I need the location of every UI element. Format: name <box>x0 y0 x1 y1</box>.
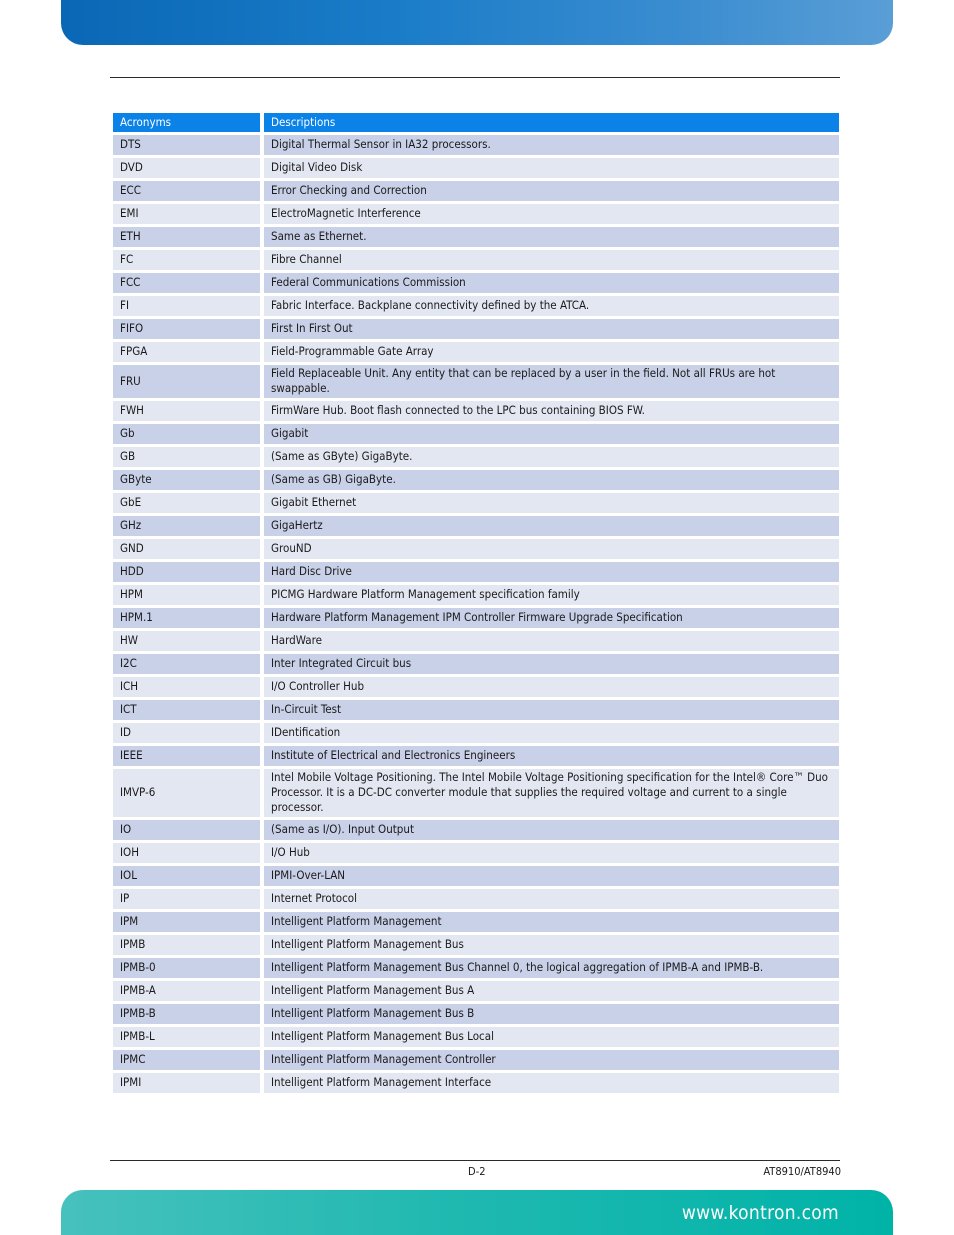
table-row <box>113 981 839 1001</box>
table-row <box>113 820 839 840</box>
table-row <box>113 608 839 628</box>
description-cell: Hardware Platform Management IPM Controller Firmware Upgrade Specification <box>264 608 839 628</box>
acronym-cell: IPMB-A <box>113 981 264 1001</box>
table-row <box>113 562 839 582</box>
description-cell: Fabric Interface. Backplane connectivity defined by the ATCA. <box>264 296 839 316</box>
acronym-cell: GND <box>113 539 264 559</box>
description-cell: Institute of Electrical and Electronics Engineers <box>264 746 839 766</box>
table-row <box>113 769 839 817</box>
table-row <box>113 677 839 697</box>
acronym-cell: EMI <box>113 204 264 224</box>
table-row <box>113 447 839 467</box>
acronym-cell: HDD <box>113 562 264 582</box>
description-cell: Field-Programmable Gate Array <box>264 342 839 362</box>
acronym-cell: HPM.1 <box>113 608 264 628</box>
column-header-acronyms: Acronyms <box>113 113 264 132</box>
description-cell: Inter Integrated Circuit bus <box>264 654 839 674</box>
acronym-cell: IPMB <box>113 935 264 955</box>
description-cell: Error Checking and Correction <box>264 181 839 201</box>
acronym-cell: FIFO <box>113 319 264 339</box>
table-row <box>113 958 839 978</box>
acronym-cell: FCC <box>113 273 264 293</box>
description-cell: PICMG Hardware Platform Management specification family <box>264 585 839 605</box>
table-row <box>113 1004 839 1024</box>
table-header-row <box>113 113 839 132</box>
table-row <box>113 227 839 247</box>
table-row <box>113 700 839 720</box>
description-cell: Fibre Channel <box>264 250 839 270</box>
table-row <box>113 319 839 339</box>
table-row <box>113 342 839 362</box>
acronym-cell: IPMC <box>113 1050 264 1070</box>
acronym-cell: IP <box>113 889 264 909</box>
top-banner <box>61 0 893 45</box>
table-row <box>113 1073 839 1093</box>
table-row <box>113 912 839 932</box>
acronym-cell: FC <box>113 250 264 270</box>
acronym-cell: GByte <box>113 470 264 490</box>
table-row <box>113 1027 839 1047</box>
acronym-cell: DTS <box>113 135 264 155</box>
acronym-cell: FRU <box>113 365 264 398</box>
table-row <box>113 631 839 651</box>
acronym-cell: IOH <box>113 843 264 863</box>
acronym-cell: IEEE <box>113 746 264 766</box>
table-row <box>113 889 839 909</box>
description-cell: IDentification <box>264 723 839 743</box>
page-number: D-2 <box>468 1165 486 1178</box>
acronym-cell: IPMB-0 <box>113 958 264 978</box>
table-row <box>113 424 839 444</box>
description-cell: Intelligent Platform Management Bus <box>264 935 839 955</box>
table-row <box>113 296 839 316</box>
description-cell: I/O Hub <box>264 843 839 863</box>
acronym-cell: HPM <box>113 585 264 605</box>
acronym-cell: IMVP-6 <box>113 769 264 817</box>
description-cell: Gigabit <box>264 424 839 444</box>
description-cell: I/O Controller Hub <box>264 677 839 697</box>
model-name: AT8910/AT8940 <box>763 1165 841 1178</box>
description-cell: (Same as GByte) GigaByte. <box>264 447 839 467</box>
table-row <box>113 365 839 398</box>
acronym-cell: ID <box>113 723 264 743</box>
acronym-cell: FPGA <box>113 342 264 362</box>
table-row <box>113 843 839 863</box>
description-cell: Gigabit Ethernet <box>264 493 839 513</box>
table-row <box>113 250 839 270</box>
acronyms-table <box>113 110 839 1096</box>
acronym-cell: Gb <box>113 424 264 444</box>
table-row <box>113 401 839 421</box>
table-row <box>113 539 839 559</box>
table-row <box>113 273 839 293</box>
acronym-cell: FI <box>113 296 264 316</box>
acronym-cell: GB <box>113 447 264 467</box>
acronym-cell: IOL <box>113 866 264 886</box>
description-cell: (Same as GB) GigaByte. <box>264 470 839 490</box>
description-cell: Digital Thermal Sensor in IA32 processors. <box>264 135 839 155</box>
column-header-descriptions: Descriptions <box>264 113 839 132</box>
description-cell: Intelligent Platform Management Interface <box>264 1073 839 1093</box>
acronym-cell: ECC <box>113 181 264 201</box>
description-cell: FirmWare Hub. Boot flash connected to the LPC bus containing BIOS FW. <box>264 401 839 421</box>
acronym-cell: FWH <box>113 401 264 421</box>
acronym-cell: IO <box>113 820 264 840</box>
description-cell: GigaHertz <box>264 516 839 536</box>
table-row <box>113 935 839 955</box>
description-cell: GrouND <box>264 539 839 559</box>
acronym-cell: ICT <box>113 700 264 720</box>
table-row <box>113 158 839 178</box>
description-cell: Federal Communications Commission <box>264 273 839 293</box>
description-cell: Digital Video Disk <box>264 158 839 178</box>
acronym-cell: IPM <box>113 912 264 932</box>
table-row <box>113 470 839 490</box>
description-cell: IPMI-Over-LAN <box>264 866 839 886</box>
acronym-cell: I2C <box>113 654 264 674</box>
acronym-cell: HW <box>113 631 264 651</box>
table-row <box>113 654 839 674</box>
table-row <box>113 585 839 605</box>
description-cell: Intelligent Platform Management Controller <box>264 1050 839 1070</box>
acronym-cell: ICH <box>113 677 264 697</box>
bottom-banner <box>61 1190 893 1235</box>
description-cell: Hard Disc Drive <box>264 562 839 582</box>
header-rule <box>110 77 840 78</box>
table-row <box>113 866 839 886</box>
table-row <box>113 493 839 513</box>
table-row <box>113 135 839 155</box>
table-row <box>113 723 839 743</box>
description-cell: Intelligent Platform Management <box>264 912 839 932</box>
table-row <box>113 204 839 224</box>
description-cell: Intelligent Platform Management Bus A <box>264 981 839 1001</box>
acronym-cell: GbE <box>113 493 264 513</box>
table-row <box>113 516 839 536</box>
acronym-cell: IPMB-B <box>113 1004 264 1024</box>
acronym-cell: IPMI <box>113 1073 264 1093</box>
table-body <box>113 135 839 1093</box>
description-cell: Intelligent Platform Management Bus B <box>264 1004 839 1024</box>
footer-rule <box>110 1160 840 1161</box>
description-cell: Field Replaceable Unit. Any entity that can be replaced by a user in the field. Not all FRUs are hot swappable. <box>264 365 839 398</box>
table-row <box>113 746 839 766</box>
description-cell: ElectroMagnetic Interference <box>264 204 839 224</box>
description-cell: First In First Out <box>264 319 839 339</box>
table-row <box>113 181 839 201</box>
description-cell: Internet Protocol <box>264 889 839 909</box>
description-cell: Intel Mobile Voltage Positioning. The Intel Mobile Voltage Positioning specification for the Intel® Core™ Duo Processor. It is a DC-DC converter module that supplies the required voltage and current to a single processor. <box>264 769 839 817</box>
website-link[interactable]: www.kontron.com <box>681 1202 839 1224</box>
description-cell: Same as Ethernet. <box>264 227 839 247</box>
acronym-cell: DVD <box>113 158 264 178</box>
table-row <box>113 1050 839 1070</box>
description-cell: HardWare <box>264 631 839 651</box>
acronyms-table-container <box>113 113 839 1096</box>
description-cell: Intelligent Platform Management Bus Local <box>264 1027 839 1047</box>
description-cell: Intelligent Platform Management Bus Channel 0, the logical aggregation of IPMB-A and IPMB-B. <box>264 958 839 978</box>
acronym-cell: ETH <box>113 227 264 247</box>
acronym-cell: IPMB-L <box>113 1027 264 1047</box>
acronym-cell: GHz <box>113 516 264 536</box>
description-cell: In-Circuit Test <box>264 700 839 720</box>
description-cell: (Same as I/O). Input Output <box>264 820 839 840</box>
